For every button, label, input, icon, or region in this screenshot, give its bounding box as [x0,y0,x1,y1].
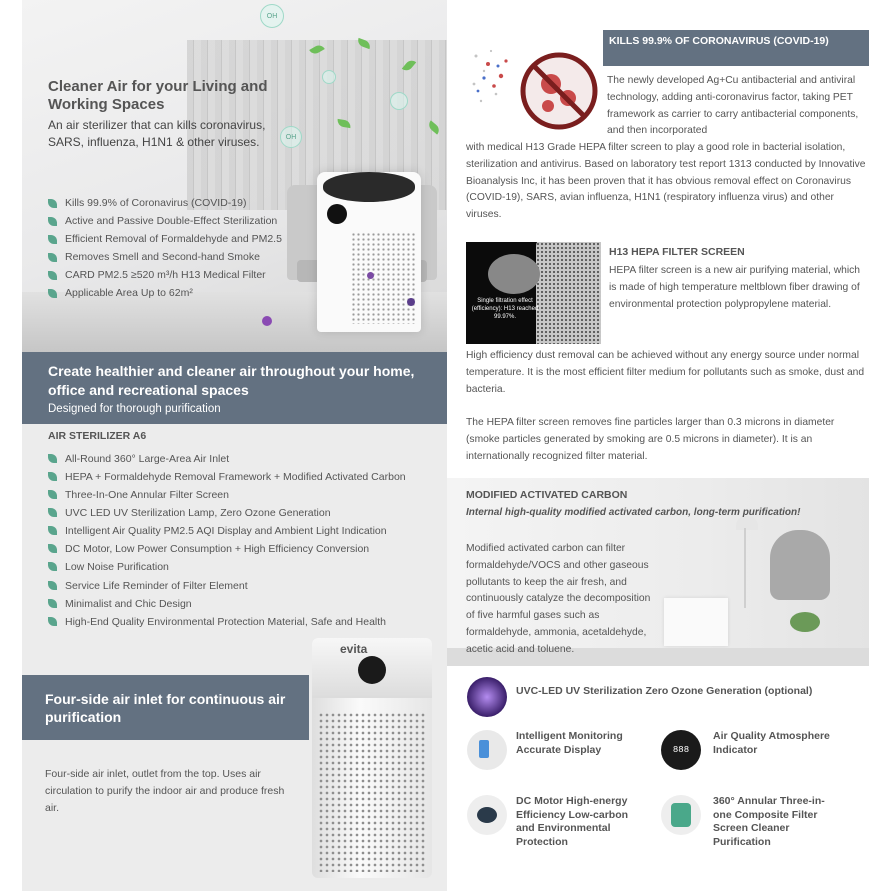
hero-section [22,0,447,352]
spec-label: Low Noise Purification [65,560,169,573]
bubble-icon [390,92,408,110]
spec-label: Minimalist and Chic Design [65,597,192,610]
leaf-bullet-icon [48,508,57,517]
motor-icon [467,795,507,835]
chair-image [770,530,830,600]
feature-item [48,266,318,284]
feature-dc-motor: DC Motor High-energy Efficiency Low-carbon and Environmental Protection [516,795,629,848]
corona-text: The newly developed Ag+Cu antibacterial and antiviral technology, adding anti-coronavirus factor, taking PET framework as carrier to carry antibacterial components, and then incorporated [607,75,859,137]
hepa-text: HEPA filter screen is a new air purifying material, which is made of high temperature meltblown fiber drawing of environmental protection polypropylene material. [609,265,861,310]
feature-item [48,212,318,230]
feature-indicator: Air Quality Atmosphere Indicator [713,730,830,756]
spec-item [48,558,438,575]
leaf-bullet-icon [48,217,57,226]
monitor-icon-shape [479,740,489,758]
carbon-text: Modified activated carbon can filter formaldehyde/VOCS and other gaseous pollutants to keep the air fresh, and continuously catalyze the decomposition of five harmful gases such as formaldehyde, ammonia, acetaldehyde, acetic acid and toluene. [466,543,651,655]
oh-bubble-icon: OH [280,126,302,148]
coronavirus-crossed-icon [466,36,601,136]
filter-top [488,254,540,294]
hepa-filter-image [466,242,601,344]
hepa-image-caption: Single filtration effect (efficiency): H13 reached 99.97%. [471,298,539,320]
feature-item [48,284,318,302]
oh-bubble-icon: OH [260,4,284,28]
purifier-display [358,656,386,684]
purifier-mesh [351,232,415,324]
leaf-bullet-icon [48,490,57,499]
purifier-mesh [318,712,426,872]
healthier-air-banner [22,352,447,424]
hero-title: Cleaner Air for your Living and Working Spaces [48,78,268,113]
spec-item [48,613,438,630]
monitor-icon [467,730,507,770]
hepa-title: H13 HEPA FILTER SCREEN [609,246,745,258]
lamp-stand [744,528,746,608]
hepa-text-2: High efficiency dust removal can be achieved without any energy source under normal temperature. It is the most efficient filter medium for pollutants such as smoke, dust and bacteria. [466,350,865,395]
corona-text-continued: with medical H13 Grade HEPA filter screen to play a good role in bacterial isolation, sterilization and antivirus. Based on laboratory test report 1313 conducted by Innovative Bioanalysis Inc, it has been proven that it has obvious removal effect on Coronavirus (COVID-19), SARS, avian influenza, H1N1 (respiratory influenza virus) and other viruses. [466,142,866,221]
feature-label: Applicable Area Up to 62m² [65,287,193,299]
virus-icon [367,272,374,279]
spec-label: Service Life Reminder of Filter Element [65,579,248,592]
spec-item [48,468,438,485]
banner-title: Four-side air inlet for continuous air purification [45,691,286,725]
four-side-banner [22,675,309,740]
leaf-bullet-icon [48,544,57,553]
leaf-bullet-icon [48,599,57,608]
feature-label: CARD PM2.5 ≥520 m³/h H13 Medical Filter [65,269,266,281]
leaf-bullet-icon [48,199,57,208]
filter-icon [661,795,701,835]
motor-icon-shape [477,807,497,823]
leaf-bullet-icon [48,581,57,590]
spec-label: High-End Quality Environmental Protection Material, Safe and Health [65,615,386,628]
leaf-bullet-icon [48,271,57,280]
spec-item [48,540,438,557]
feature-item [48,230,318,248]
spec-label: Three-In-One Annular Filter Screen [65,488,229,501]
display-icon [661,730,701,770]
virus-icon [407,298,415,306]
bubble-icon [322,70,336,84]
feature-uvc: UVC-LED UV Sterilization Zero Ozone Generation (optional) [516,685,813,697]
feature-label: Active and Passive Double-Effect Sterilization [65,215,278,227]
feature-item [48,194,318,212]
corona-title-bar: KILLS 99.9% OF CORONAVIRUS (COVID-19) [603,30,869,66]
spec-item [48,450,438,467]
inlet-description: Four-side air inlet, outlet from the top. Uses air circulation to purify the indoor air and produce fresh air. [45,768,285,814]
side-table-image [664,598,728,646]
filter-icon-shape [671,803,691,827]
spec-label: DC Motor, Low Power Consumption + High Efficiency Conversion [65,542,370,555]
spec-item [48,504,438,521]
feature-label: Kills 99.9% of Coronavirus (COVID-19) [65,197,247,209]
spec-label: HEPA + Formaldehyde Removal Framework + Modified Activated Carbon [65,470,406,483]
hepa-text-3: The HEPA filter screen removes fine particles larger than 0.3 microns in diameter (smoke particles generated by smoking are 0.5 microns in diameter). It is an internationally recognized filter material. [466,417,835,462]
spec-item [48,486,438,503]
leaf-bullet-icon [48,562,57,571]
leaf-bullet-icon [48,454,57,463]
leaf-bullet-icon [48,617,57,626]
feature-monitoring: Intelligent Monitoring Accurate Display [516,730,623,756]
feature-label: Removes Smell and Second-hand Smoke [65,251,260,263]
display-digits: 888 [672,745,690,755]
virus-icon [262,316,272,326]
carbon-title: MODIFIED ACTIVATED CARBON [466,489,628,501]
spec-item [48,595,438,612]
purifier-product-image [312,638,432,878]
leaf-bullet-icon [48,472,57,481]
leaf-bullet-icon [48,235,57,244]
spec-label: Intelligent Air Quality PM2.5 AQI Display and Ambient Light Indication [65,524,387,537]
banner-title: Create healthier and cleaner air throughout your home, office and recreational spaces [48,363,415,398]
plant-image [790,612,820,632]
lamp-image [736,516,758,530]
purifier-top [323,172,415,202]
brand-logo: evita [340,642,368,656]
banner-subtitle: Designed for thorough purification [48,403,221,415]
spec-label: UVC LED UV Sterilization Lamp, Zero Ozone Generation [65,506,331,519]
feature-label: Efficient Removal of Formaldehyde and PM2.5 [65,233,282,245]
uv-light-icon [467,677,507,717]
carbon-subtitle: Internal high-quality modified activated carbon, long-term purification! [466,507,801,518]
spec-item [48,577,438,594]
purifier-image [317,172,421,332]
spec-item [48,522,438,539]
feature-filter: 360° Annular Three-in-one Composite Filter Screen Cleaner Purification [713,795,825,848]
leaf-bullet-icon [48,289,57,298]
purifier-display [327,204,347,224]
hero-subtitle: An air sterilizer that can kills coronavirus, SARS, influenza, H1N1 & other viruses. [48,118,266,149]
feature-item [48,248,318,266]
spec-label: All-Round 360° Large-Area Air Inlet [65,452,230,465]
leaf-bullet-icon [48,253,57,262]
product-title: AIR STERILIZER A6 [48,430,147,442]
leaf-bullet-icon [48,526,57,535]
filter-cylinder [536,242,601,344]
